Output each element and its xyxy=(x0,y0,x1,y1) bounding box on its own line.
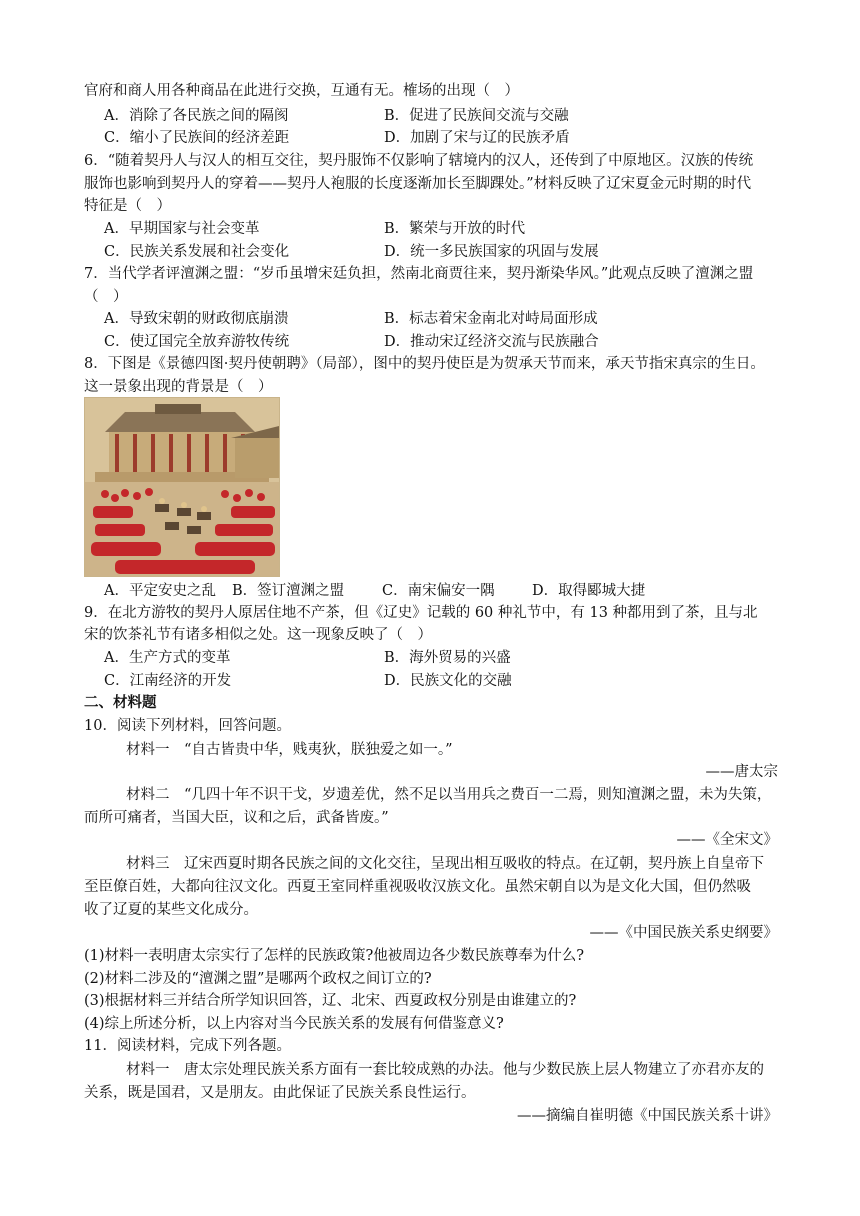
q7-option-a[interactable]: A．导致宋朝的财政彻底崩溃 xyxy=(104,311,289,327)
q8-option-c[interactable]: C．南宋偏安一隅 xyxy=(382,583,495,599)
q10-question1: (1)材料一表明唐太宗实行了怎样的民族政策?他被周边各少数民族尊奉为什么? xyxy=(84,948,585,964)
q6-option-b[interactable]: B．繁荣与开放的时代 xyxy=(384,221,526,237)
q10-material3-source: ——《中国民族关系史纲要》 xyxy=(589,925,778,941)
q11-material1-line1: 材料一 唐太宗处理民族关系方面有一套比较成熟的办法。他与少数民族上层人物建立了亦君亦友的 xyxy=(126,1062,764,1078)
q8-option-d[interactable]: D．取得郾城大捷 xyxy=(532,583,646,599)
q7-stem-line1: 7．当代学者评澶渊之盟：“岁币虽增宋廷负担，然南北商贾往来，契丹渐染华风。”此观点反映了澶渊之盟 xyxy=(84,266,754,282)
q11-material1-line2: 关系，既是国君，又是朋友。由此保证了民族关系良性运行。 xyxy=(84,1085,476,1101)
q5-option-a[interactable]: A．消除了各民族之间的隔阂 xyxy=(104,108,289,124)
q10-material2-source: ——《全宋文》 xyxy=(676,832,778,848)
q5-option-d[interactable]: D．加剧了宋与辽的民族矛盾 xyxy=(384,130,570,146)
q8-option-a[interactable]: A．平定安史之乱 xyxy=(104,583,216,599)
q10-material1-source: ——唐太宗 xyxy=(705,764,778,780)
q11-intro: 11．阅读材料，完成下列各题。 xyxy=(84,1038,291,1054)
q5-option-c[interactable]: C．缩小了民族间的经济差距 xyxy=(104,130,290,146)
q10-question3: (3)根据材料三并结合所学知识回答，辽、北宋、西夏政权分别是由谁建立的? xyxy=(84,993,577,1009)
q8-stem-line1: 8．下图是《景德四图·契丹使朝聘》（局部），图中的契丹使臣是为贺承天节而来，承天节指宋真宗的生日。 xyxy=(84,356,765,372)
q6-stem-line1: 6．“随着契丹人与汉人的相互交往，契丹服饰不仅影响了辖境内的汉人，还传到了中原地区。汉族的传统 xyxy=(84,153,754,169)
q8-option-b[interactable]: B．签订澶渊之盟 xyxy=(232,583,345,599)
q7-option-d[interactable]: D．推动宋辽经济交流与民族融合 xyxy=(384,334,599,350)
q10-question4: (4)综上所述分析，以上内容对当今民族关系的发展有何借鉴意义? xyxy=(84,1016,504,1032)
q9-option-a[interactable]: A．生产方式的变革 xyxy=(104,650,231,666)
q10-material2-line1: 材料二 “几四十年不识干戈，岁遗差优，然不足以当用兵之费百一二焉，则知澶渊之盟，未为失策， xyxy=(126,787,772,803)
q8-stem-line2: 这一景象出现的背景是（ ） xyxy=(84,379,273,395)
section-title: 二、材料题 xyxy=(84,694,157,711)
q7-stem-line2: （ ） xyxy=(84,289,128,305)
q6-option-c[interactable]: C．民族关系发展和社会变化 xyxy=(104,244,290,260)
q11-material1-source: ——摘编自崔明德《中国民族关系十讲》 xyxy=(517,1108,778,1124)
q10-material3-line3: 收了辽夏的某些文化成分。 xyxy=(84,902,258,918)
q6-option-a[interactable]: A．早期国家与社会变革 xyxy=(104,221,260,237)
q6-stem-line3: 特征是（ ） xyxy=(84,198,171,214)
q10-material1: 材料一 “自古皆贵中华，贱夷狄，朕独爱之如一。” xyxy=(126,742,453,758)
q10-material3-line1: 材料三 辽宋西夏时期各民族之间的文化交往，呈现出相互吸收的特点。在辽朝，契丹族上自皇帝下 xyxy=(126,856,764,872)
q10-question2: (2)材料二涉及的“澶渊之盟”是哪两个政权之间订立的? xyxy=(84,971,432,987)
q5-stem: 官府和商人用各种商品在此进行交换，互通有无。榷场的出现（ ） xyxy=(84,83,519,99)
q10-intro: 10．阅读下列材料，回答问题。 xyxy=(84,718,291,734)
q7-option-b[interactable]: B．标志着宋金南北对峙局面形成 xyxy=(384,311,598,327)
q5-option-b[interactable]: B．促进了民族间交流与交融 xyxy=(384,108,569,124)
q9-option-c[interactable]: C．江南经济的开发 xyxy=(104,673,232,689)
q9-option-b[interactable]: B．海外贸易的兴盛 xyxy=(384,650,511,666)
q9-option-d[interactable]: D．民族文化的交融 xyxy=(384,673,512,689)
painting-image xyxy=(84,397,280,577)
q9-stem-line2: 宋的饮茶礼节有诸多相似之处。这一现象反映了（ ） xyxy=(84,627,432,643)
q10-material2-line2: 而所可痛者，当国大臣，议和之后，武备皆废。” xyxy=(84,810,389,826)
q6-stem-line2: 服饰也影响到契丹人的穿着——契丹人袍服的长度逐渐加长至脚踝处。”材料反映了辽宋夏金元时期的时代 xyxy=(84,176,752,192)
q10-material3-line2: 至臣僚百姓，大都向往汉文化。西夏王室同样重视吸收汉族文化。虽然宋朝自以为是文化大国，但仍然吸 xyxy=(84,879,751,895)
painting-jingde-khitan-envoy-graphic xyxy=(85,398,279,576)
q9-stem-line1: 9．在北方游牧的契丹人原居住地不产茶，但《辽史》记载的 60 种礼节中，有 13 种都用到了茶，且与北 xyxy=(84,605,758,621)
q7-option-c[interactable]: C．使辽国完全放弃游牧传统 xyxy=(104,334,290,350)
q6-option-d[interactable]: D．统一多民族国家的巩固与发展 xyxy=(384,244,599,260)
